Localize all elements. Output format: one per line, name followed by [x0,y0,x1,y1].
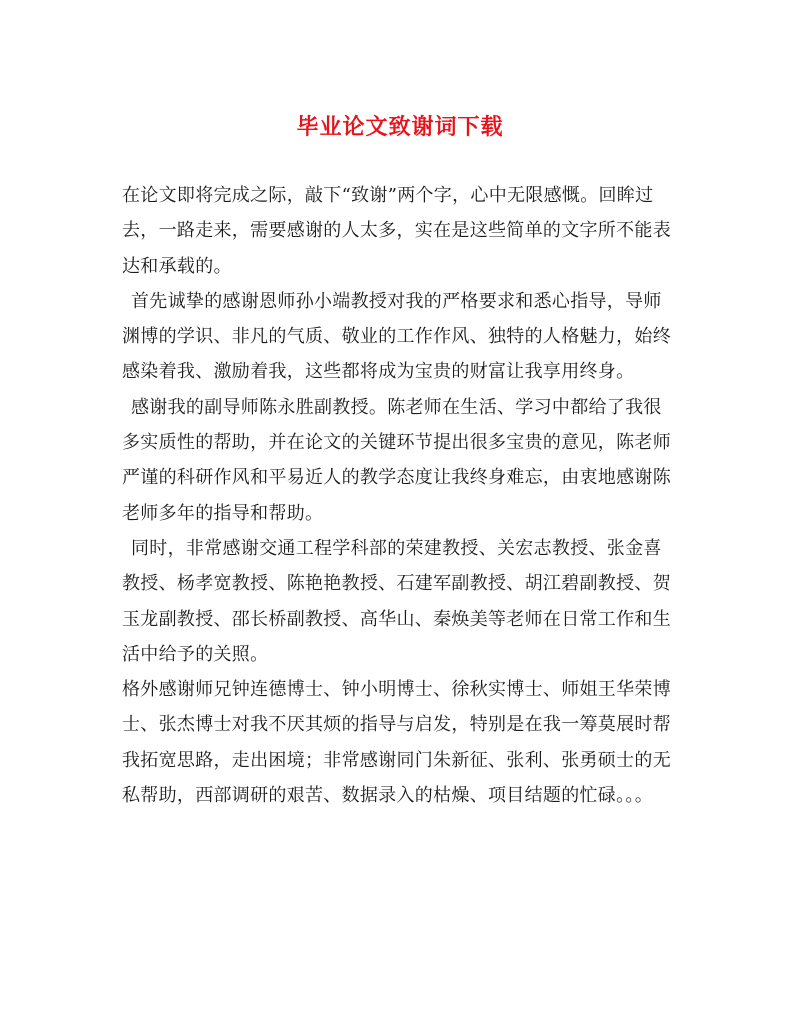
document-body [122,178,676,813]
paragraph-1-line-2: 去，一路走来，需要感谢的人太多，实在是这些简单的文字所不能表 [122,220,671,242]
paragraph-2-line-1: 首先诚挚的感谢恩师孙小端教授对我的严格要求和悉心指导，导师 [131,290,662,312]
paragraph-1-line-3: 达和承载的。 [122,255,232,277]
paragraph-3-line-1: 感谢我的副导师陈永胜副教授。陈老师在生活、学习中都给了我很 [131,396,662,418]
paragraph-3-line-3: 严谨的科研作风和平易近人的教学态度让我终身难忘，由衷地感谢陈 [122,467,671,489]
paragraph-3-line-4: 老师多年的指导和帮助。 [122,502,324,524]
paragraph-4-line-4: 活中给予的关照。 [122,643,269,665]
paragraph-3-line-2: 多实质性的帮助，并在论文的关键环节提出很多宝贵的意见，陈老师 [122,432,671,454]
paragraph-1-line-1: 在论文即将完成之际，敲下“致谢”两个字，心中无限感慨。回眸过 [122,185,654,206]
paragraph-5-line-4: 私帮助，西部调研的艰苦、数据录入的枯燥、项目结题的忙碌。。。 [122,785,653,807]
document-title: 毕业论文致谢词下载 [296,114,504,140]
paragraph-5-line-2: 士、张杰博士对我不厌其烦的指导与启发，特别是在我一筹莫展时帮 [122,714,671,736]
paragraph-4-line-1: 同时，非常感谢交通工程学科部的荣建教授、关宏志教授、张金喜 [131,537,662,559]
paragraph-2-line-2: 渊博的学识、非凡的气质、敬业的工作作风、独特的人格魅力，始终 [122,326,671,348]
paragraph-2-line-3: 感染着我、激励着我，这些都将成为宝贵的财富让我享用终身。 [122,361,635,383]
paragraph-4-line-2: 教授、杨孝宽教授、陈艳艳教授、石建军副教授、胡江碧副教授、贺 [122,573,671,595]
paragraph-5-line-1: 格外感谢师兄钟连德博士、钟小明博士、徐秋实博士、师姐王华荣博 [122,679,671,701]
paragraph-5-line-3: 我拓宽思路，走出困境；非常感谢同门朱新征、张利、张勇硕士的无 [122,749,671,771]
paragraph-4-line-3: 玉龙副教授、邵长桥副教授、高华山、秦焕美等老师在日常工作和生 [122,608,671,630]
